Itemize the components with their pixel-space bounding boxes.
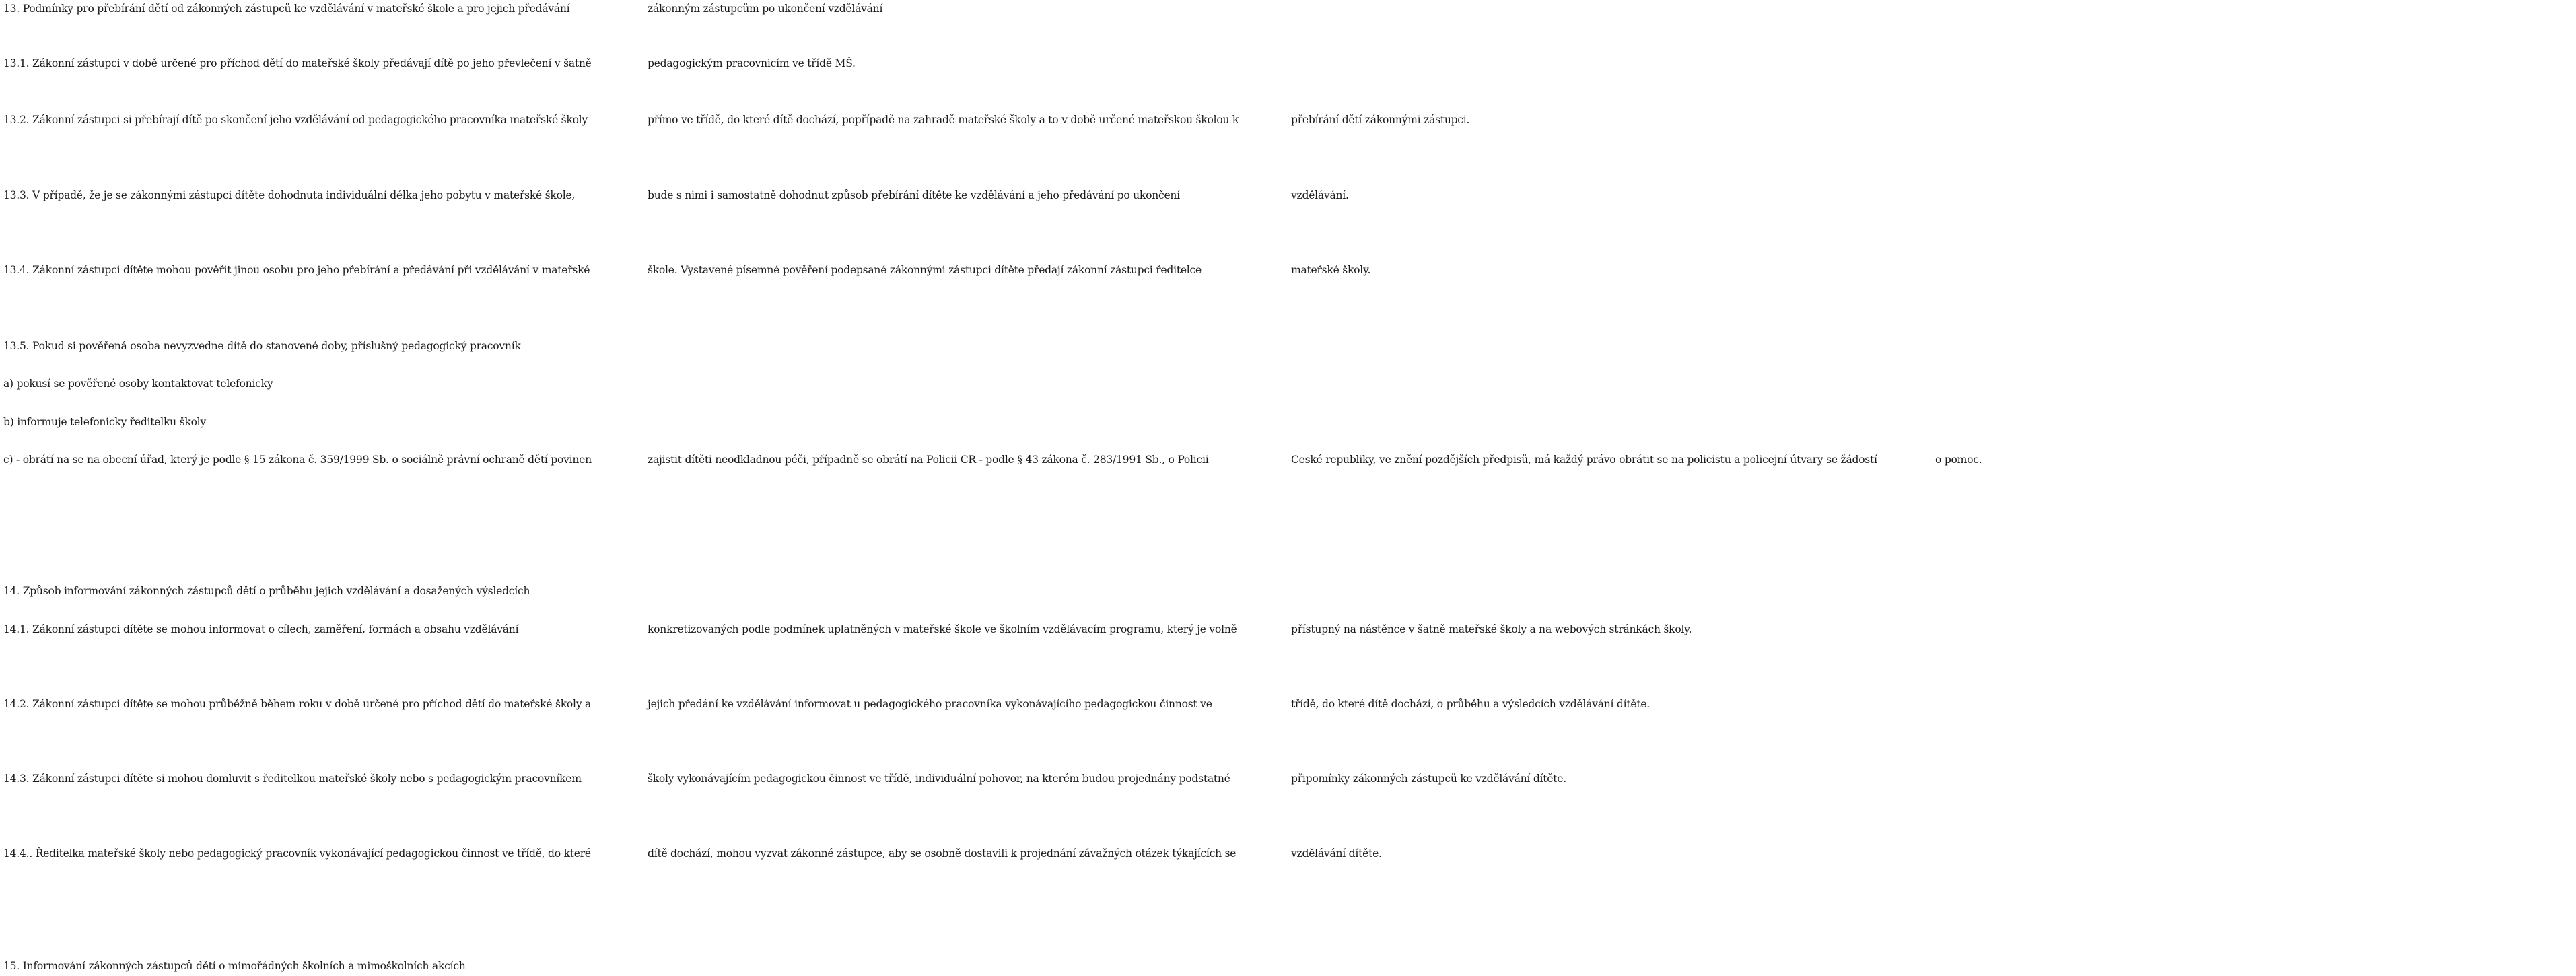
paragraph-14-3: [3, 770, 1567, 789]
text-line: 14. Způsob informování zákonných zástupců dětí o průběhu jejich vzdělávání a dosažených výsledcích: [3, 585, 530, 597]
text-line: bude s nimi i samostatně dohodnut způsob přebírání dítěte ke vzdělávání a jeho předávání po ukončení: [647, 189, 1180, 201]
text-line: 13.5. Pokud si pověřená osoba nevyzvedne dítě do stanovené doby, příslušný pedagogický pracovník: [3, 340, 521, 352]
list-item-b: [3, 413, 644, 432]
section-15-heading: [3, 957, 644, 976]
text-line: 13. Podmínky pro přebírání dětí od zákonných zástupců ke vzdělávání v mateřské škole a pro jejich předávání: [3, 3, 570, 15]
text-line: jejich předání ke vzdělávání informovat u pedagogického pracovníka vykonávajícího pedagogickou činnost ve: [647, 698, 1212, 710]
text-line: 14.4.. Ředitelka mateřské školy nebo pedagogický pracovník vykonávající pedagogickou činnost ve třídě, do které: [3, 847, 591, 860]
paragraph-13-3: [3, 186, 1350, 205]
text-line: o pomoc.: [1935, 454, 1982, 466]
text-line: České republiky, ve znění pozdějších předpisů, má každý právo obrátit se na policistu a policejní útvary se žádostí: [1291, 454, 1878, 466]
text-line: třídě, do které dítě dochází, o průběhu a výsledcích vzdělávání dítěte.: [1291, 698, 1650, 710]
text-line: 14.2. Zákonní zástupci dítěte se mohou průběžně během roku v době určené pro příchod dětí do mateřské školy a: [3, 698, 592, 710]
list-item-a: [3, 375, 644, 394]
text-line: c) - obrátí na se na obecní úřad, který je podle § 15 zákona č. 359/1999 Sb. o sociálně právní ochraně dětí povinen: [3, 454, 592, 466]
text-line: 14.1. Zákonní zástupci dítěte se mohou informovat o cílech, zaměření, formách a obsahu vzdělávání: [3, 623, 519, 635]
text-line: a) pokusí se pověřené osoby kontaktovat telefonicky: [3, 378, 273, 390]
paragraph-14-4: [3, 845, 1383, 864]
text-line: školy vykonávajícím pedagogickou činnost ve třídě, individuální pohovor, na kterém budou projednány podstatné: [647, 773, 1230, 785]
text-line: 13.4. Zákonní zástupci dítěte mohou pověřit jinou osobu pro jeho přebírání a předávání při vzdělávání v mateřské: [3, 264, 590, 276]
paragraph-13-1: [3, 55, 856, 73]
text-line: vzdělávání.: [1291, 189, 1350, 201]
text-line: konkretizovaných podle podmínek uplatněných v mateřské škole ve školním vzdělávacím programu, který je volně: [647, 623, 1237, 635]
paragraph-14-2: [3, 695, 1650, 714]
text-line: přebírání dětí zákonnými zástupci.: [1291, 114, 1470, 126]
text-line: pedagogickým pracovnicím ve třídě MŠ.: [647, 57, 856, 69]
section-14-heading: [3, 582, 644, 601]
text-line: přístupný na nástěnce v šatně mateřské školy a na webových stránkách školy.: [1291, 623, 1692, 635]
text-line: vzdělávání dítěte.: [1291, 847, 1383, 860]
text-line: 13.1. Zákonní zástupci v době určené pro příchod dětí do mateřské školy předávají dítě po jeho převlečení v šatně: [3, 57, 592, 69]
text-line: škole. Vystavené písemné pověření podepsané zákonnými zástupci dítěte předají zákonní zástupci ředitelce: [647, 264, 1202, 276]
paragraph-13-4: [3, 261, 1371, 280]
text-line: mateřské školy.: [1291, 264, 1371, 276]
text-line: 13.3. V případě, že je se zákonnými zástupci dítěte dohodnuta individuální délka jeho pobytu v mateřské škole,: [3, 189, 576, 201]
text-line: zajistit dítěti neodkladnou péči, případně se obrátí na Policii ČR - podle § 43 zákona č. 283/1991 Sb., o Policii: [647, 454, 1209, 466]
text-line: 13.2. Zákonní zástupci si přebírají dítě po skončení jeho vzdělávání od pedagogického pracovníka mateřské školy: [3, 114, 588, 126]
text-line: připomínky zákonných zástupců ke vzdělávání dítěte.: [1291, 773, 1567, 785]
text-line: 14.3. Zákonní zástupci dítěte si mohou domluvit s ředitelkou mateřské školy nebo s pedagogickým pracovníkem: [3, 773, 582, 785]
list-item-c: [3, 451, 1982, 470]
text-line: zákonným zástupcům po ukončení vzdělávání: [647, 3, 882, 15]
text-line: přímo ve třídě, do které dítě dochází, popřípadě na zahradě mateřské školy a to v době určené mateřskou školou k: [647, 114, 1239, 126]
paragraph-14-1: [3, 621, 1692, 639]
text-line: b) informuje telefonicky ředitelku školy: [3, 416, 206, 428]
text-line: 15. Informování zákonných zástupců dětí o mimořádných školních a mimoškolních akcích: [3, 960, 466, 972]
paragraph-13-2: [3, 111, 1470, 130]
text-line: dítě dochází, mohou vyzvat zákonné zástupce, aby se osobně dostavili k projednání závažných otázek týkajících se: [647, 847, 1236, 860]
paragraph-13-5: [3, 337, 644, 356]
section-13-heading: [3, 0, 882, 19]
